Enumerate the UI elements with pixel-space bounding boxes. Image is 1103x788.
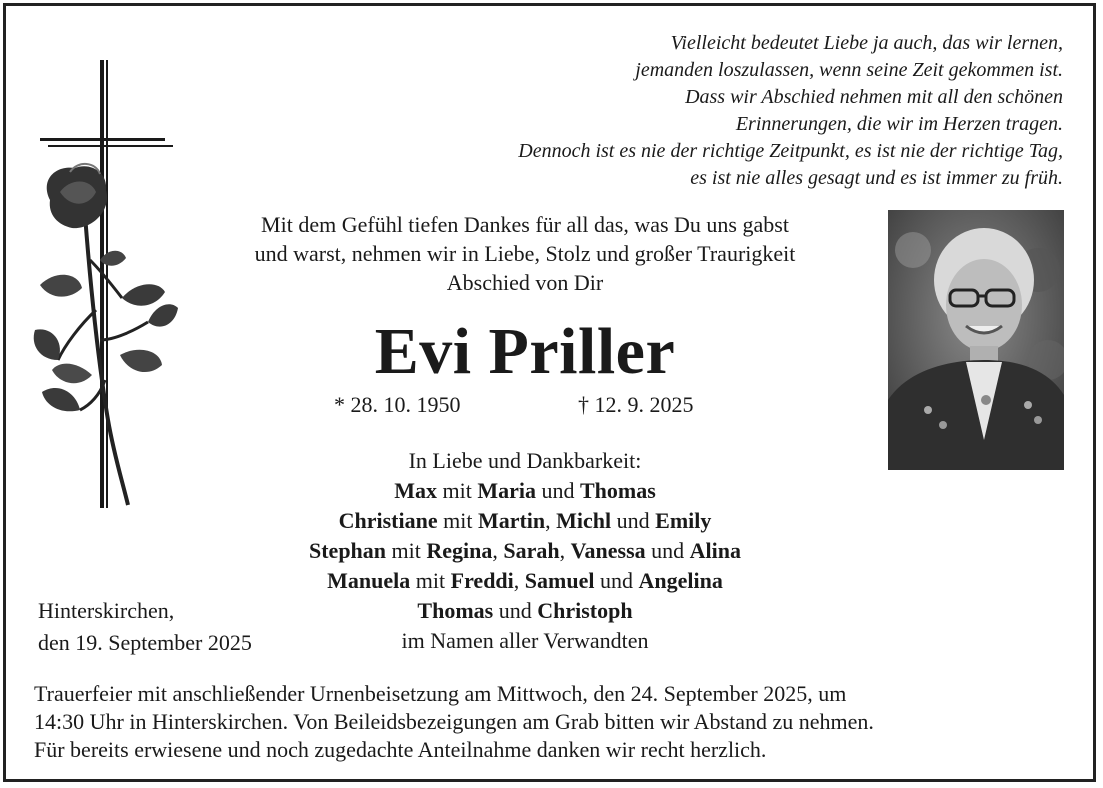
intro-line: Mit dem Gefühl tiefen Dankes für all das, was Du uns gabst (261, 212, 789, 237)
poem-line: es ist nie alles gesagt und es ist immer zu früh. (690, 167, 1063, 189)
poem-line: Erinnerungen, die wir im Herzen tragen. (735, 113, 1063, 135)
family-line: Manuela mit Freddi, Samuel und Angelina (327, 568, 723, 593)
portrait-illustration (888, 210, 1064, 470)
family-line: Stephan mit Regina, Sarah, Vanessa und Alina (309, 538, 741, 563)
place: Hinterskirchen, (38, 598, 175, 623)
family-line: Christiane mit Martin, Michl und Emily (338, 508, 712, 533)
date: den 19. September 2025 (38, 630, 252, 655)
family-line: Thomas und Christoph (417, 598, 633, 623)
poem-line: Dass wir Abschied nehmen mit all den schönen (685, 86, 1063, 108)
family-closing: im Namen aller Verwandten (401, 628, 649, 653)
notice-line: 14:30 Uhr in Hinterskirchen. Von Beileidsbezeigungen am Grab bitten wir Abstand zu nehmen. (34, 709, 874, 734)
place-date (38, 595, 252, 659)
intro-line: und warst, nehmen wir in Liebe, Stolz und großer Traurigkeit (254, 241, 796, 266)
notice-line: Trauerfeier mit anschließender Urnenbeisetzung am Mittwoch, den 24. September 2025, um (34, 681, 847, 706)
poem-line: Vielleicht bedeutet Liebe ja auch, das wir lernen, (670, 32, 1063, 54)
death-date: † 12. 9. 2025 (578, 392, 694, 417)
cross-with-rose-icon (30, 60, 180, 520)
portrait-photo (888, 210, 1064, 470)
intro-line: Abschied von Dir (446, 270, 604, 295)
poem-line: jemanden loszulassen, wenn seine Zeit gekommen ist. (635, 59, 1063, 81)
family-heading: In Liebe und Dankbarkeit: (408, 448, 642, 473)
intro-text (175, 210, 875, 297)
poem (343, 30, 1063, 192)
family-list (175, 446, 875, 656)
notice-line: Für bereits erwiesene und noch zugedachte Anteilnahme danken wir recht herzlich. (34, 737, 767, 762)
funeral-notice (34, 680, 1070, 764)
family-line: Max mit Maria und Thomas (394, 478, 656, 503)
poem-line: Dennoch ist es nie der richtige Zeitpunkt, es ist nie der richtige Tag, (518, 140, 1063, 162)
birth-date: * 28. 10. 1950 (334, 392, 461, 417)
deceased-name: Evi Priller (374, 315, 676, 388)
